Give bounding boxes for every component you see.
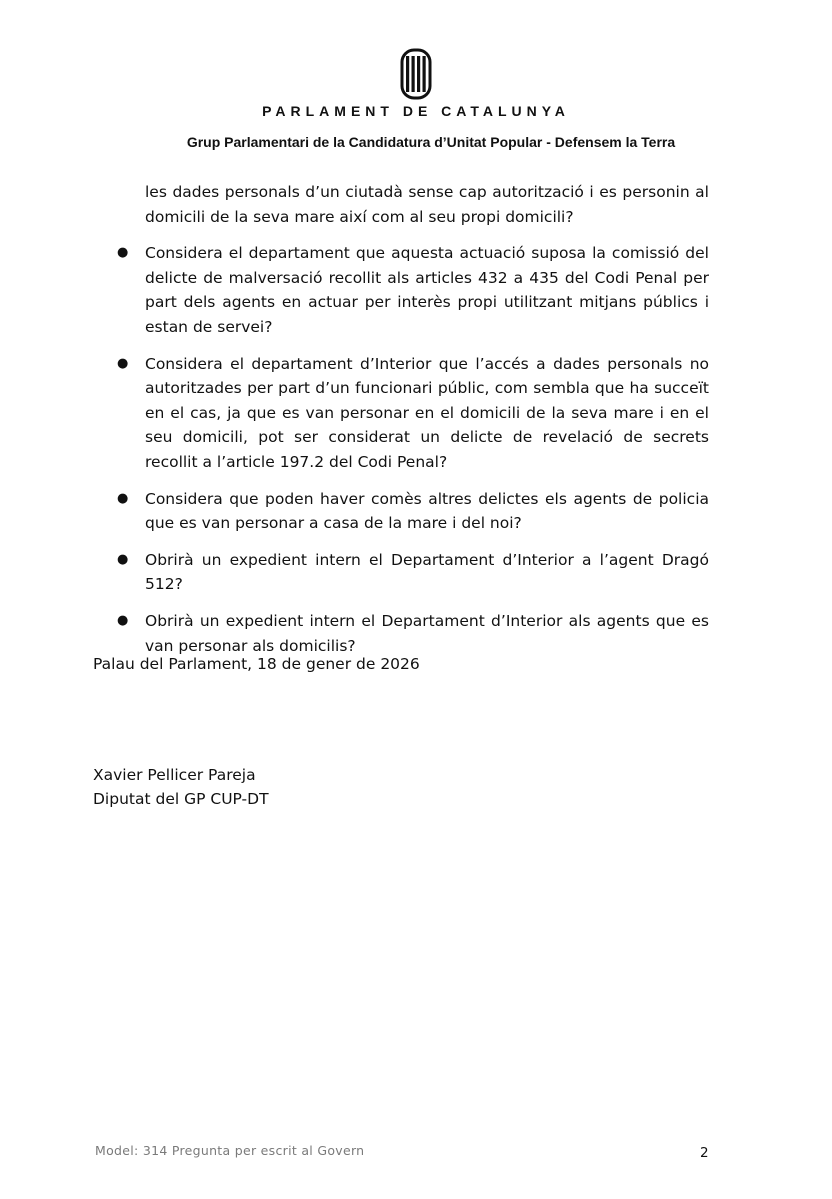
question-text: Considera el departament que aquesta actuació suposa la comissió del delicte de malversació recollit als articles 432 a 435 del Codi Penal per part dels agents en actuar per interès propi utilitzant mitjans públics i estan de servei? xyxy=(145,244,709,336)
question-text: Considera que poden haver comès altres delictes els agents de policia que es van personar a casa de la mare i del noi? xyxy=(145,489,709,533)
question-item xyxy=(93,548,709,597)
footer-model-label: Model: 314 Pregunta per escrit al Govern xyxy=(95,1143,365,1158)
parliamentary-group-name: Grup Parlamentari de la Candidatura d’Unitat Popular - Defensem la Terra xyxy=(186,134,676,150)
bullet-icon: ● xyxy=(117,612,129,628)
signer-role: Diputat del GP CUP-DT xyxy=(93,790,269,808)
page-number: 2 xyxy=(700,1145,709,1161)
question-item xyxy=(93,487,709,536)
question-text: Obrirà un expedient intern el Departament d’Interior a l’agent Dragó 512? xyxy=(145,550,709,594)
parliament-logo-icon xyxy=(378,48,454,102)
bullet-icon: ● xyxy=(117,490,129,506)
question-text: Considera el departament d’Interior que l’accés a dades personals no autoritzades per part d’un funcionari públic, com sembla que ha succeït en el cas, ja que es van personar en el domicili de la seva mare i en el seu domicili, pot ser considerat un delicte de revelació de secrets recollit a l’article 197.2 del Codi Penal? xyxy=(145,354,709,471)
question-text: Obrirà un expedient intern el Departament d’Interior als agents que es van personar als domicilis? xyxy=(145,611,709,655)
question-item xyxy=(93,241,709,339)
bullet-icon: ● xyxy=(117,551,129,567)
question-list xyxy=(93,241,709,658)
question-item xyxy=(93,609,709,658)
signature-block xyxy=(93,763,269,811)
continuation-paragraph: les dades personals d’un ciutadà sense cap autorització i es personin al domicili de la seva mare així com al seu propi domicili? xyxy=(145,183,709,226)
place-date: Palau del Parlament, 18 de gener de 2026 xyxy=(93,655,420,673)
question-body xyxy=(93,180,709,670)
question-item xyxy=(93,352,709,475)
bullet-icon: ● xyxy=(117,245,129,261)
bullet-icon: ● xyxy=(117,355,129,371)
signer-name: Xavier Pellicer Pareja xyxy=(93,766,256,784)
parliament-name: PARLAMENT DE CATALUNYA xyxy=(262,103,570,119)
